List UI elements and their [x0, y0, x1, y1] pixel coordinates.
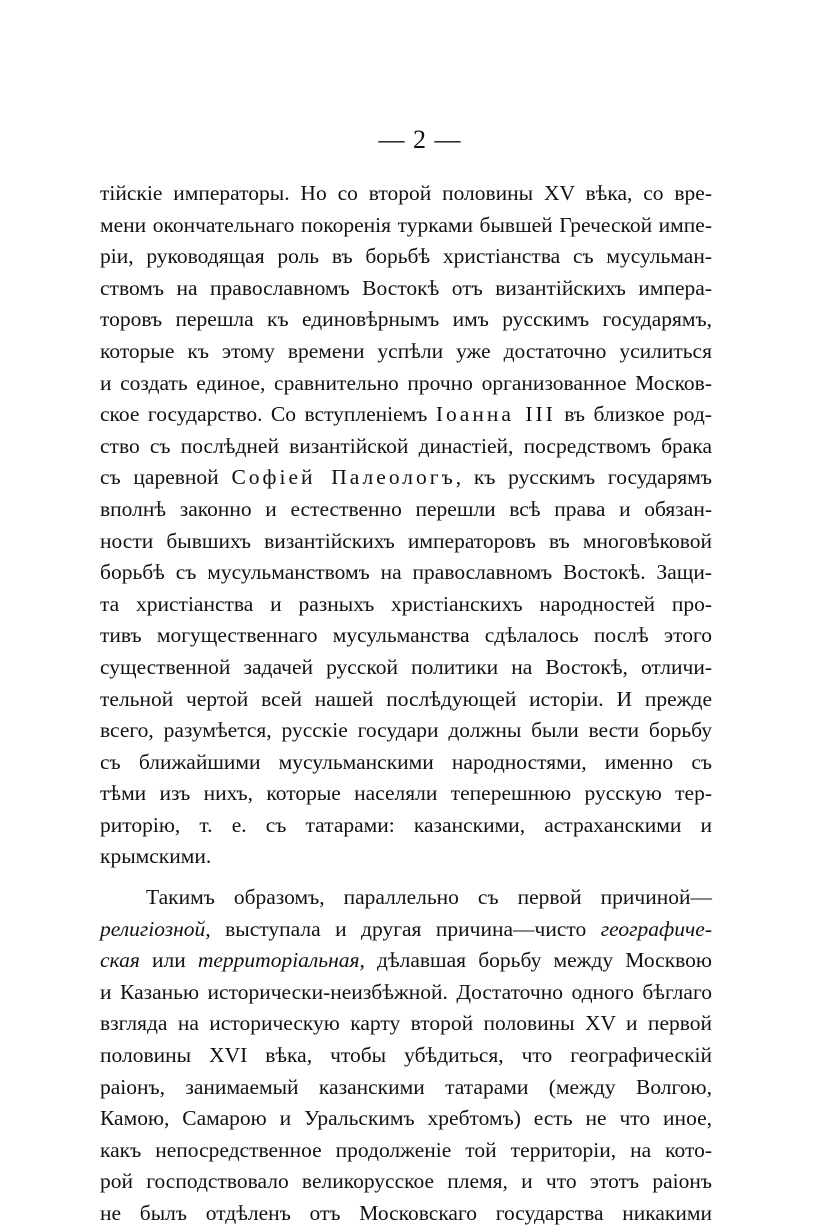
- text-line: рой господствовало великорусское племя, и что этотъ раіонъ: [100, 1169, 712, 1194]
- text-segment: , къ русскимъ государямъ: [455, 465, 712, 490]
- text-segment: , дѣлавшая борьбу между Москвою: [359, 948, 712, 973]
- text-line: какъ непосредственное продолженіе той территоріи, на кото-: [100, 1137, 712, 1162]
- text-line: не былъ отдѣленъ отъ Московскаго государства никакими: [100, 1201, 712, 1225]
- text-segment: въ близкое род-: [555, 402, 712, 427]
- text-line: крымскими.: [100, 844, 212, 869]
- text-line: тѣми изъ нихъ, которые населяли теперешнюю русскую тер-: [100, 781, 712, 806]
- text-segment: съ царевной: [100, 465, 232, 490]
- spaced-name-sofia: Софіей Палеологъ: [231, 465, 456, 490]
- text-segment: или: [139, 948, 198, 973]
- text-line: ство съ послѣдней византійской династіей, посредствомъ брака: [100, 433, 712, 458]
- text-line: та христіанства и разныхъ христіанскихъ народностей про-: [100, 591, 712, 616]
- text-line: и Казанью исторически-неизбѣжной. Достаточно одного бѣглаго: [100, 979, 712, 1004]
- text-line: [100, 945, 712, 977]
- italic-term: ская: [100, 948, 140, 973]
- text-line: борьбѣ съ мусульманствомъ на православномъ Востокѣ. Защи-: [100, 560, 712, 585]
- page-body-text: [100, 178, 712, 1230]
- text-line: риторію, т. е. съ татарами: казанскими, астраханскими и: [100, 812, 712, 837]
- text-line: ствомъ на православномъ Востокѣ отъ византійскихъ импера-: [100, 275, 712, 300]
- text-line: [100, 914, 712, 946]
- text-line: тивъ могущественнаго мусульманства сдѣлалось послѣ этого: [100, 623, 712, 648]
- text-line: вполнѣ законно и естественно перешли всѣ права и обязан-: [100, 496, 712, 521]
- text-line: ріи, руководящая роль въ борьбѣ христіанства съ мусульман-: [100, 244, 712, 269]
- text-line: половины XVI вѣка, чтобы убѣдиться, что географическій: [100, 1043, 712, 1068]
- text-line: съ ближайшими мусульманскими народностями, именно съ: [100, 749, 712, 774]
- text-line: ности бывшихъ византійскихъ императоровъ въ многовѣковой: [100, 528, 712, 553]
- text-line: мени окончательнаго покоренія турками бывшей Греческой импе-: [100, 212, 712, 237]
- italic-term: религіозной,: [100, 916, 211, 941]
- text-line: существенной задачей русской политики на Востокѣ, отличи-: [100, 654, 712, 679]
- text-line: [100, 399, 712, 431]
- text-line: тійскіе императоры. Но со второй половины XV вѣка, со вре-: [100, 181, 712, 205]
- text-line: всего, разумѣется, русскіе государи должны были вести борьбу: [100, 718, 712, 743]
- text-line: и создать единое, сравнительно прочно организованное Москов-: [100, 370, 712, 395]
- italic-term: географиче-: [600, 916, 712, 941]
- text-line: раіонъ, занимаемый казанскими татарами (между Волгою,: [100, 1074, 712, 1099]
- spaced-name-ioann: Іоанна III: [435, 402, 556, 427]
- text-line: Такимъ образомъ, параллельно съ первой причиной—: [146, 885, 712, 910]
- text-segment: выступала и другая причина—чисто: [210, 916, 601, 941]
- text-line: Камою, Самарою и Уральскимъ хребтомъ) есть не что иное,: [100, 1106, 712, 1131]
- page-number: — 2 —: [378, 125, 462, 154]
- text-line: которые къ этому времени успѣли уже достаточно усилиться: [100, 338, 712, 363]
- text-segment: ское государство. Со вступленіемъ: [100, 402, 436, 427]
- italic-term: территоріальная: [197, 948, 360, 973]
- text-line: торовъ перешла къ единовѣрнымъ имъ русскимъ государямъ,: [100, 307, 712, 332]
- text-line: [100, 462, 712, 494]
- text-line: взгляда на историческую карту второй половины XV и первой: [100, 1011, 712, 1036]
- text-line: тельной чертой всей нашей послѣдующей исторіи. И прежде: [100, 686, 712, 711]
